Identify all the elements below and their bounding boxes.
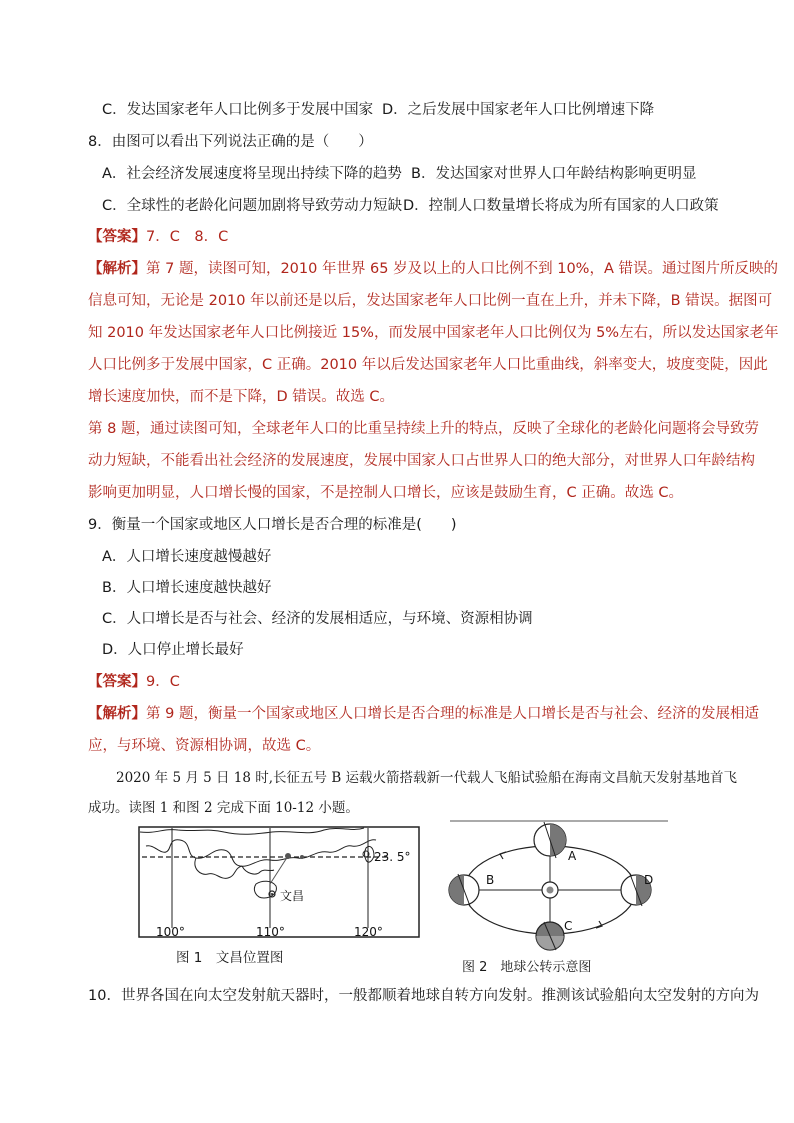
fig2-label-a: A [568,849,577,863]
q8-option-b: B．发达国家对世界人口年龄结构影响更明显 [411,166,697,182]
q8-option-c: C．全球性的老龄化问题加剧将导致劳动力短缺 [102,198,403,214]
fig2-label-b: B [486,873,495,887]
answer-tag: 【答案】 [88,674,146,690]
fig1-lon-100: 100° [156,925,185,938]
q9-option-d: D．人口停止增长最好 [102,642,244,658]
q7-option-c: C．发达国家老年人口比例多于发展中国家 [102,102,374,118]
q8-option-a: A．社会经济发展速度将呈现出持续下降的趋势 [102,166,402,182]
q7-option-d: D．之后发展中国家老年人口比例增速下降 [382,102,655,118]
answer-text: 9．C [146,674,180,690]
analysis-7-line-2: 信息可知，无论是 2010 年以前还是以后，发达国家老年人口比例一直在上升，并未下降，B 错误。据图可 [88,293,773,309]
analysis-7-line-5: 增长速度加快，而不是下降，D 错误。故选 C。 [88,389,395,405]
q8-option-d: D．控制人口数量增长将成为所有国家的人口政策 [403,198,719,214]
fig1-place-label: 文昌 [280,889,305,903]
fig1-lat-label: 23. 5° [374,850,411,864]
q8-stem: 8．由图可以看出下列说法正确的是（ ） [88,134,373,150]
figure-1-map [138,826,420,938]
analysis-7-line-1 [88,259,778,279]
analysis-text: 第 7 题，读图可知，2010 年世界 65 岁及以上的人口比例不到 10%，A 错误。通过图片所反映的 [146,261,778,277]
analysis-text: 第 9 题，衡量一个国家或地区人口增长是否合理的标准是人口增长是否与社会、经济的发展相适 [146,706,759,722]
q9-option-a: A．人口增长速度越慢越好 [102,549,272,565]
analysis-8-line-2: 动力短缺，不能看出社会经济的发展速度，发展中国家人口占世界人口的绝大部分，对世界人口年龄结构 [88,453,755,469]
analysis-tag: 【解析】 [88,261,146,277]
answer-7-8 [88,227,228,247]
answer-9 [88,672,180,692]
intro-line-1: 2020 年 5 月 5 日 18 时,长征五号 B 运载火箭搭载新一代载人飞船试验船在海南文昌航天发射基地首飞 [116,770,738,786]
q9-option-c: C．人口增长是否与社会、经济的发展相适应，与环境、资源相协调 [102,611,533,627]
answer-tag: 【答案】 [88,229,146,245]
analysis-9-line-1 [88,704,759,724]
analysis-8-line-1: 第 8 题，通过读图可知，全球老年人口的比重呈持续上升的特点，反映了全球化的老龄化问题将会导致劳 [88,421,759,437]
fig1-lon-110: 110° [256,925,285,938]
analysis-9-line-2: 应，与环境、资源相协调，故选 C。 [88,738,321,754]
analysis-tag: 【解析】 [88,706,146,722]
q9-stem: 9．衡量一个国家或地区人口增长是否合理的标准是( ) [88,517,457,533]
analysis-8-line-3: 影响更加明显，人口增长慢的国家，不是控制人口增长，应该是鼓励生育，C 正确。故选 C。 [88,485,683,501]
q10-stem: 10．世界各国在向太空发射航天器时，一般都顺着地球自转方向发射。推测该试验船向太空发射的方向为 [88,988,759,1004]
analysis-7-line-3: 知 2010 年发达国家老年人口比例接近 15%，而发展中国家老年人口比例仅为 5%左右，所以发达国家老年 [88,325,779,341]
figure-1-caption: 图 1 文昌位置图 [176,950,284,966]
intro-line-2: 成功。读图 1 和图 2 完成下面 10-12 小题。 [88,800,359,816]
fig2-label-d: D [644,873,654,887]
answer-text: 7．C 8．C [146,229,229,245]
figure-2-orbit [446,820,670,952]
fig1-lon-120: 120° [354,925,383,938]
fig2-label-c: C [564,919,573,933]
analysis-7-line-4: 人口比例多于发展中国家，C 正确。2010 年以后发达国家老年人口比重曲线，斜率变大，坡度变陡，因此 [88,357,768,373]
figure-2-caption: 图 2 地球公转示意图 [462,960,592,975]
q9-option-b: B．人口增长速度越快越好 [102,580,272,596]
